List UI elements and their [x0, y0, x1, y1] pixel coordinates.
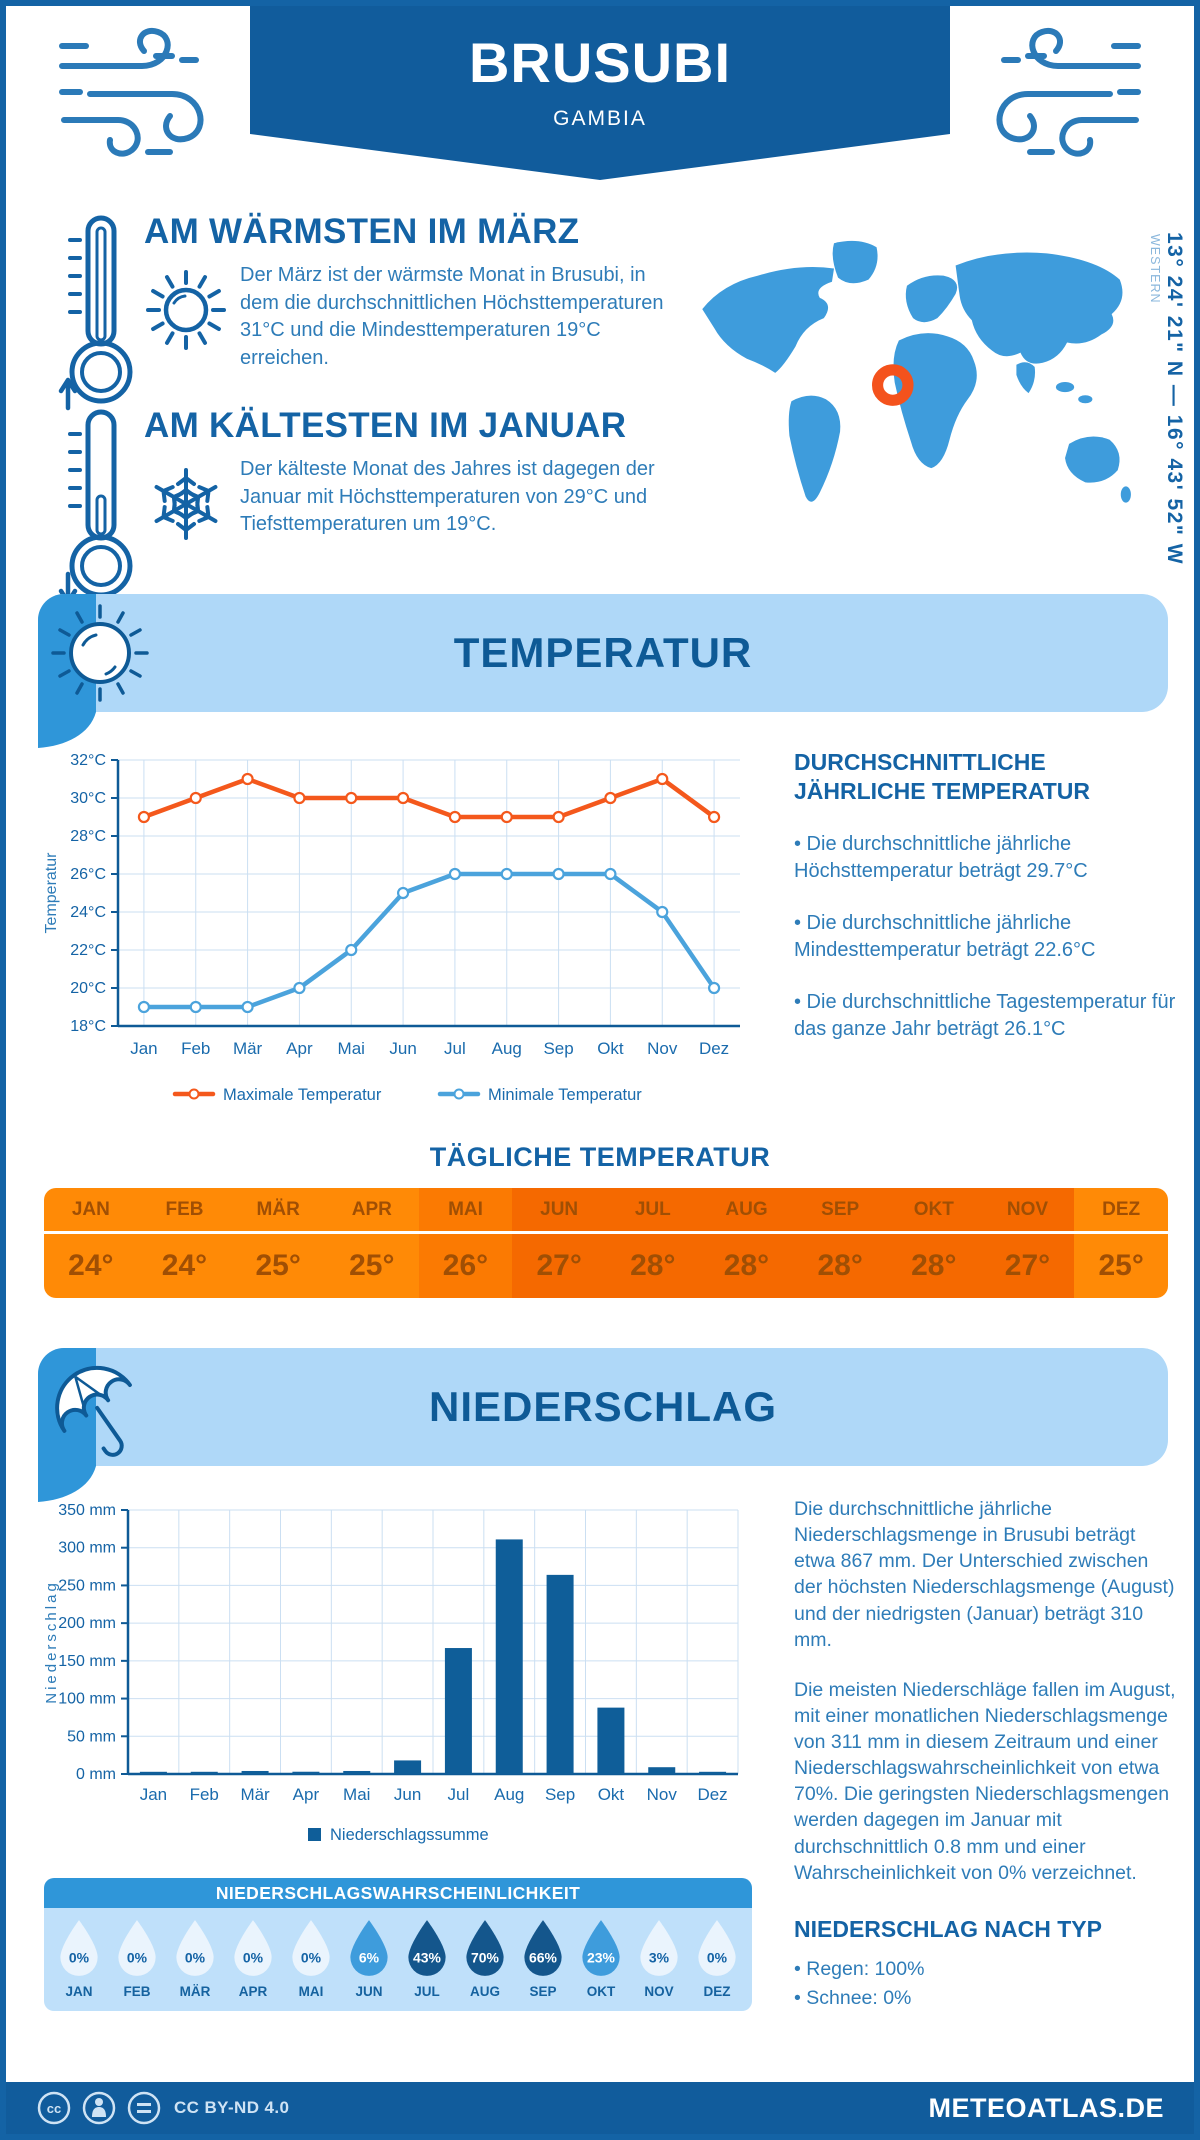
- svg-text:Sep: Sep: [544, 1785, 576, 1804]
- annual-max-bullet: • Die durchschnittliche jährliche Höchsttemperatur beträgt 29.7°C: [794, 832, 1088, 882]
- annual-temperature-heading: DURCHSCHNITTLICHE JÄHRLICHE TEMPERATUR: [794, 749, 1091, 804]
- raindrop-icon: [636, 1918, 682, 1978]
- svg-text:Okt: Okt: [597, 1785, 625, 1804]
- timezone-label: WESTERN: [1148, 234, 1162, 304]
- probability-month-label: FEB: [123, 1984, 151, 1999]
- svg-text:Mai: Mai: [343, 1785, 371, 1804]
- svg-text:Jul: Jul: [444, 1039, 466, 1058]
- precipitation-section-header: [38, 1348, 1168, 1466]
- raindrop-icon: [56, 1918, 102, 1978]
- page-subtitle: GAMBIA: [553, 107, 647, 130]
- daily-temperature-value: 27°: [512, 1234, 606, 1298]
- svg-text:Jun: Jun: [389, 1039, 417, 1058]
- probability-droplets-row: [44, 1908, 752, 2011]
- daily-month-label: DEZ: [1074, 1188, 1168, 1234]
- svg-text:Niederschlag: Niederschlag: [43, 1580, 60, 1704]
- probability-month-label: AUG: [470, 1984, 500, 1999]
- svg-text:Mär: Mär: [232, 1039, 263, 1058]
- warmest-month-content: [144, 212, 678, 412]
- probability-cell: [166, 1918, 224, 1999]
- svg-text:200 mm: 200 mm: [58, 1615, 116, 1633]
- svg-text:0%: 0%: [68, 1949, 90, 1966]
- svg-text:150 mm: 150 mm: [58, 1652, 116, 1670]
- svg-text:Okt: Okt: [597, 1039, 624, 1058]
- daily-temperature-value: 28°: [606, 1234, 700, 1298]
- probability-cell: [282, 1918, 340, 1999]
- precipitation-type-heading: NIEDERSCHLAG NACH TYP: [794, 1915, 1102, 1942]
- precipitation-paragraph-1: Die durchschnittliche jährliche Niederschlagsmenge in Brusubi beträgt etwa 867 mm. Der Unterschied zwischen der höchsten Niederschlagsmenge (August) und der niedrigsten (Januar) beträgt 310 mm.: [794, 1498, 1175, 1651]
- probability-month-label: MÄR: [179, 1984, 211, 1999]
- raindrop-icon: [230, 1918, 276, 1978]
- probability-month-label: JAN: [65, 1984, 93, 1999]
- raindrop-icon: [288, 1918, 334, 1978]
- precipitation-bar-chart-svg: [40, 1492, 760, 1864]
- cc-license-icons: [36, 2090, 162, 2126]
- svg-text:66%: 66%: [529, 1949, 557, 1966]
- probability-cell: [108, 1918, 166, 1999]
- svg-text:350 mm: 350 mm: [58, 1502, 116, 1519]
- svg-text:Aug: Aug: [494, 1785, 525, 1804]
- thermometer-down-icon: [58, 406, 136, 606]
- svg-text:Jun: Jun: [393, 1785, 422, 1804]
- raindrop-icon: [520, 1918, 566, 1978]
- daily-temperature-value: 25°: [325, 1234, 419, 1298]
- svg-text:0%: 0%: [242, 1949, 264, 1966]
- daily-month-label: JUN: [512, 1188, 606, 1234]
- wind-icon: [957, 24, 1152, 169]
- probability-month-label: SEP: [529, 1984, 557, 1999]
- svg-text:30°C: 30°C: [70, 790, 106, 807]
- svg-text:100 mm: 100 mm: [58, 1690, 116, 1708]
- svg-text:300 mm: 300 mm: [58, 1539, 116, 1557]
- cc-icon: [36, 2090, 72, 2126]
- probability-month-label: APR: [238, 1984, 268, 1999]
- svg-text:6%: 6%: [358, 1949, 380, 1966]
- cc-nd-icon: [126, 2090, 162, 2126]
- annual-min-bullet: • Die durchschnittliche jährliche Mindesttemperatur beträgt 22.6°C: [794, 911, 1096, 961]
- daily-month-label: JUL: [606, 1188, 700, 1234]
- raindrop-icon: [404, 1918, 450, 1978]
- raindrop-icon: [462, 1918, 508, 1978]
- svg-text:Dez: Dez: [698, 1039, 730, 1058]
- svg-text:0%: 0%: [300, 1949, 322, 1966]
- sun-icon: [144, 268, 229, 353]
- footer-bar: [6, 2082, 1194, 2134]
- svg-text:70%: 70%: [471, 1949, 499, 1966]
- coldest-month-text: Der kälteste Monat des Jahres ist dagegen der Januar mit Höchsttemperaturen von 29°C und Tiefsttemperaturen um 19°C.: [240, 458, 655, 536]
- temperature-chart: [40, 744, 760, 1116]
- snowflake-icon: [144, 462, 229, 547]
- probability-month-label: JUL: [414, 1984, 440, 1999]
- raindrop-icon: [694, 1918, 740, 1978]
- daily-month-label: SEP: [793, 1188, 887, 1234]
- precipitation-panel: [794, 1496, 1176, 2013]
- daily-temperature-value: 24°: [44, 1234, 138, 1298]
- svg-text:cc: cc: [46, 2101, 62, 2116]
- probability-cell: [688, 1918, 746, 1999]
- page-title: BRUSUBI: [468, 31, 732, 94]
- svg-text:0%: 0%: [706, 1949, 728, 1966]
- daily-temperature-table: [44, 1188, 1168, 1298]
- svg-text:250 mm: 250 mm: [58, 1577, 116, 1595]
- probability-cell: [630, 1918, 688, 1999]
- header-banner: [250, 6, 950, 134]
- probability-month-label: JUN: [355, 1984, 383, 1999]
- daily-temperature-value: 24°: [138, 1234, 232, 1298]
- svg-text:Aug: Aug: [491, 1039, 522, 1058]
- world-map: [682, 212, 1138, 548]
- svg-text:23%: 23%: [587, 1949, 615, 1966]
- precipitation-section-title: NIEDERSCHLAG: [428, 1383, 778, 1430]
- svg-text:Dez: Dez: [697, 1785, 728, 1804]
- warmest-month-title: AM WÄRMSTEN IM MÄRZ: [144, 212, 580, 251]
- svg-text:Jul: Jul: [447, 1785, 470, 1804]
- daily-month-label: NOV: [981, 1188, 1075, 1234]
- svg-text:Mai: Mai: [337, 1039, 365, 1058]
- sun-icon: [50, 603, 150, 703]
- wind-icon: [48, 24, 243, 169]
- daily-values-row: [44, 1234, 1168, 1298]
- probability-cell: [514, 1918, 572, 1999]
- license-label: CC BY-ND 4.0: [174, 2098, 290, 2117]
- svg-text:Maximale Temperatur: Maximale Temperatur: [223, 1086, 382, 1104]
- svg-text:Nov: Nov: [647, 1039, 678, 1058]
- cc-attribution-icon: [81, 2090, 117, 2126]
- svg-text:Niederschlagssumme: Niederschlagssumme: [330, 1826, 489, 1844]
- daily-month-label: FEB: [138, 1188, 232, 1234]
- svg-text:3%: 3%: [648, 1949, 670, 1966]
- probability-cell: [456, 1918, 514, 1999]
- probability-cell: [398, 1918, 456, 1999]
- svg-text:Apr: Apr: [292, 1785, 320, 1804]
- daily-temperature-value: 28°: [700, 1234, 794, 1298]
- site-name: METEOATLAS.DE: [928, 2092, 1164, 2123]
- temperature-line-chart-svg: [40, 744, 760, 1116]
- svg-text:Jan: Jan: [139, 1785, 168, 1804]
- precipitation-probability-box: [44, 1878, 752, 2011]
- daily-temperature-value: 27°: [981, 1234, 1075, 1298]
- svg-text:Sep: Sep: [543, 1039, 574, 1058]
- raindrop-icon: [114, 1918, 160, 1978]
- daily-temperature-value: 28°: [793, 1234, 887, 1298]
- daily-months-row: [44, 1188, 1168, 1234]
- probability-month-label: NOV: [644, 1984, 674, 1999]
- warmest-month-text: Der März ist der wärmste Monat in Brusubi, in dem die durchschnittlichen Höchsttemperaturen 31°C und die Mindesttemperaturen 19°C erreichen.: [240, 264, 664, 369]
- svg-text:Feb: Feb: [189, 1785, 219, 1804]
- svg-text:20°C: 20°C: [70, 980, 106, 997]
- probability-month-label: OKT: [586, 1984, 616, 1999]
- temperature-section-title: TEMPERATUR: [453, 629, 753, 676]
- raindrop-icon: [578, 1918, 624, 1978]
- daily-month-label: MÄR: [231, 1188, 325, 1234]
- svg-text:0 mm: 0 mm: [76, 1766, 116, 1783]
- svg-text:43%: 43%: [413, 1949, 441, 1966]
- probability-cell: [224, 1918, 282, 1999]
- annual-temperature-panel: [794, 748, 1176, 1043]
- daily-temperature-value: 26°: [419, 1234, 513, 1298]
- daily-temperature-title: TÄGLICHE TEMPERATUR: [429, 1142, 771, 1172]
- svg-text:0%: 0%: [126, 1949, 148, 1966]
- svg-text:26°C: 26°C: [70, 866, 106, 883]
- coordinates: [1148, 232, 1186, 565]
- raindrop-icon: [346, 1918, 392, 1978]
- probability-cell: [50, 1918, 108, 1999]
- coldest-month-content: [144, 406, 678, 606]
- precipitation-paragraph-2: Die meisten Niederschläge fallen im August, mit einer monatlichen Niederschlagsmenge von 311 mm in diesem Zeitraum und einer Niederschlagswahrscheinlichkeit von etwa 70%. Die geringsten Niederschlagsmengen werden dagegen im Januar mit durchschnittlich 0.8 mm und einer Wahrscheinlichkeit von 0% verzeichnet.: [794, 1678, 1176, 1884]
- precipitation-chart: [40, 1492, 760, 1864]
- probability-title: NIEDERSCHLAGSWAHRSCHEINLICHKEIT: [44, 1878, 752, 1908]
- raindrop-icon: [172, 1918, 218, 1978]
- svg-text:Nov: Nov: [646, 1785, 677, 1804]
- umbrella-icon: [50, 1357, 150, 1467]
- band-tail: [38, 712, 96, 748]
- daily-temperature-value: 25°: [1074, 1234, 1168, 1298]
- daily-temperature-value: 28°: [887, 1234, 981, 1298]
- probability-month-label: DEZ: [703, 1984, 731, 1999]
- thermometer-up-icon: [58, 212, 136, 412]
- svg-text:0%: 0%: [184, 1949, 206, 1966]
- daily-month-label: APR: [325, 1188, 419, 1234]
- svg-text:28°C: 28°C: [70, 828, 106, 845]
- daily-month-label: JAN: [44, 1188, 138, 1234]
- svg-text:Jan: Jan: [130, 1039, 158, 1058]
- svg-text:50 mm: 50 mm: [67, 1728, 116, 1746]
- svg-text:18°C: 18°C: [70, 1018, 106, 1035]
- svg-text:22°C: 22°C: [70, 942, 106, 959]
- snow-type-bullet: • Schnee: 0%: [794, 1987, 912, 2009]
- daily-month-label: AUG: [700, 1188, 794, 1234]
- svg-text:Minimale Temperatur: Minimale Temperatur: [488, 1086, 642, 1104]
- probability-cell: [340, 1918, 398, 1999]
- probability-cell: [572, 1918, 630, 1999]
- daily-temperature-value: 25°: [231, 1234, 325, 1298]
- daily-month-label: OKT: [887, 1188, 981, 1234]
- svg-text:Apr: Apr: [286, 1039, 313, 1058]
- probability-month-label: MAI: [298, 1984, 324, 1999]
- svg-text:Temperatur: Temperatur: [43, 852, 60, 934]
- annual-day-bullet: • Die durchschnittliche Tagestemperatur für das ganze Jahr beträgt 26.1°C: [794, 990, 1176, 1040]
- coordinates-value: 13° 24' 21" N — 16° 43' 52" W: [1163, 232, 1186, 566]
- coldest-month-title: AM KÄLTESTEN IM JANUAR: [144, 406, 627, 445]
- coldest-month-block: [58, 406, 678, 606]
- svg-text:Feb: Feb: [181, 1039, 211, 1058]
- svg-text:32°C: 32°C: [70, 752, 106, 769]
- svg-text:24°C: 24°C: [70, 904, 106, 921]
- warmest-month-block: [58, 212, 678, 412]
- svg-text:Mär: Mär: [240, 1785, 270, 1804]
- daily-month-label: MAI: [419, 1188, 513, 1234]
- temperature-section-header: [38, 594, 1168, 712]
- rain-type-bullet: • Regen: 100%: [794, 1957, 925, 1980]
- location-marker: [878, 370, 908, 400]
